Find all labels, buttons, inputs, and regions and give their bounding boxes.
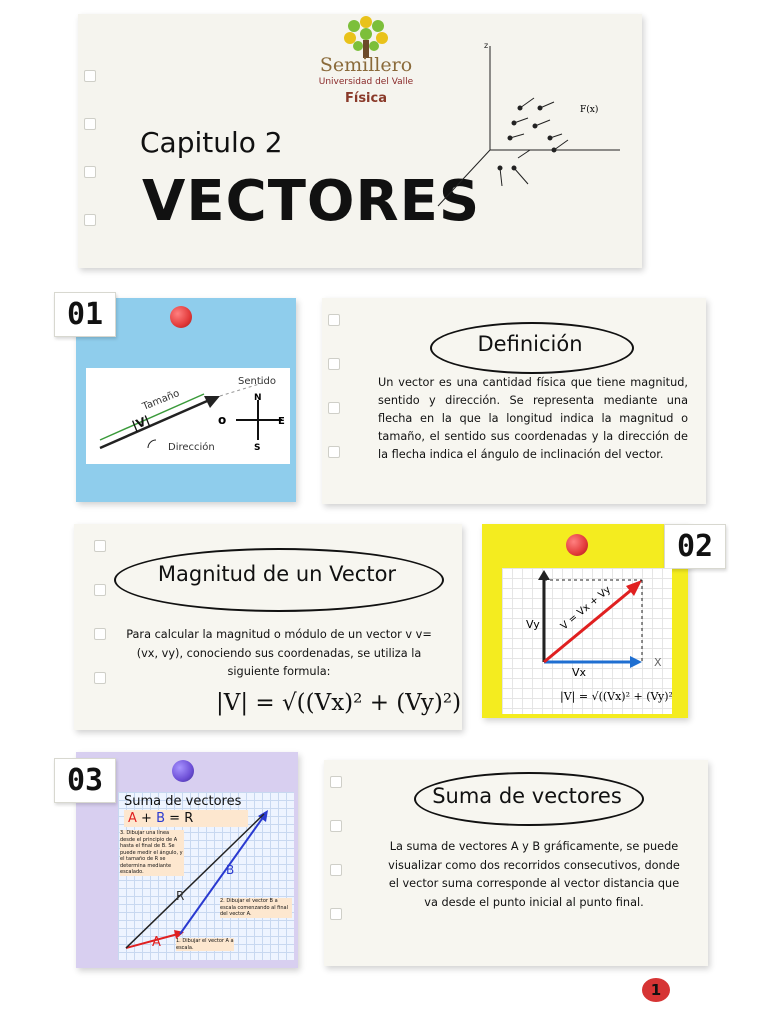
red-pushpin-icon <box>566 534 588 556</box>
compass-s: S <box>254 443 261 453</box>
binder-hole <box>328 358 340 370</box>
vector-field-figure <box>430 38 630 218</box>
axis-z-mark: z <box>484 41 489 50</box>
img-label-b: B <box>226 863 235 877</box>
img-formula: |V| = √((Vx)² + (Vy)²) <box>560 690 672 703</box>
binder-hole <box>84 166 96 178</box>
red-pushpin-icon <box>170 306 192 328</box>
binder-hole <box>94 540 106 552</box>
img-eq-equals: = <box>169 811 181 826</box>
img-tamano: Tamaño <box>141 388 182 413</box>
logo <box>310 14 422 106</box>
binder-hole <box>328 314 340 326</box>
fx-label: F(x) <box>580 105 599 115</box>
img-eq-plus: + <box>141 811 152 826</box>
definition-heading: Definición <box>477 332 583 356</box>
img-step1: 1. Dibujar el vector A a escala. <box>176 938 234 951</box>
magnitude-formula: |V| = √((Vx)² + (Vy)²) <box>216 690 462 716</box>
binder-hole <box>330 820 342 832</box>
img-eq-b: B <box>156 811 166 826</box>
img-diag: V = Vx + Vy <box>558 584 614 633</box>
binder-hole <box>330 908 342 920</box>
binder-hole <box>84 70 96 82</box>
compass-n: N <box>254 393 262 403</box>
section-number-03: 03 <box>54 758 116 803</box>
vector-sum-image <box>118 792 294 960</box>
section-number-02: 02 <box>664 524 726 569</box>
binder-hole <box>328 402 340 414</box>
binder-hole <box>330 864 342 876</box>
chapter-label: Capitulo 2 <box>140 126 283 159</box>
compass-o: o <box>218 413 227 427</box>
compass-e: E <box>278 416 285 427</box>
img-label-r: R <box>176 889 185 903</box>
img-vx: Vx <box>572 666 587 679</box>
page-number: 1 <box>650 981 662 999</box>
logo-subtitle: Universidad del Valle <box>318 77 414 87</box>
img-eq-a: A <box>128 811 137 826</box>
logo-area: Física <box>344 91 387 106</box>
binder-hole <box>330 776 342 788</box>
binder-hole <box>84 118 96 130</box>
img-sum-title: Suma de vectores <box>124 794 242 809</box>
img-vy: Vy <box>526 618 540 631</box>
img-label-a: A <box>152 935 161 950</box>
img-step3: 3. Dibujar una línea desde el principio de A hasta el final de B. Se puede medir el ángulo, y el tamaño de R se determina mediante escalado. <box>120 830 183 875</box>
img-step2: 2. Dibujar el vector B a escala comenzando al final del vector A. <box>220 898 292 918</box>
sum-heading: Suma de vectores <box>432 784 622 808</box>
binder-hole <box>328 446 340 458</box>
img-sentido: Sentido <box>238 376 277 387</box>
binder-hole <box>94 672 106 684</box>
logo-title: Semillero <box>319 54 413 76</box>
page-number-badge <box>642 978 670 1002</box>
img-magnitude: |V| <box>129 413 152 433</box>
binder-hole <box>94 584 106 596</box>
img-direccion: Dirección <box>168 442 215 453</box>
section-number-01: 01 <box>54 292 116 337</box>
magnitude-graph-image <box>502 568 672 714</box>
vector-parts-image <box>86 368 290 464</box>
page-title: VECTORES <box>142 169 481 234</box>
img-x: X <box>654 656 662 669</box>
magnitude-text: Para calcular la magnitud o módulo de un vector v v= (vx, vy), conociendo sus coordenadas, se utiliza la siguiente formula: <box>126 628 432 678</box>
sum-text: La suma de vectores A y B gráficamente, se puede visualizar como dos recorridos consecutivos, donde el vector suma corresponde al vector distancia que va desde el punto inicial al punto final. <box>388 840 680 909</box>
binder-hole <box>94 628 106 640</box>
binder-hole <box>84 214 96 226</box>
definition-text: Un vector es una cantidad física que tiene magnitud, sentido y dirección. Se representa mediante una flecha en la que la longitud indica la magnitud o tamaño, el sentido sus coordenadas y la dirección de la flecha indica el ángulo de inclinación del vector. <box>378 376 688 461</box>
magnitude-heading: Magnitud de un Vector <box>157 562 397 586</box>
img-eq-r: R <box>184 811 194 826</box>
purple-pushpin-icon <box>172 760 194 782</box>
